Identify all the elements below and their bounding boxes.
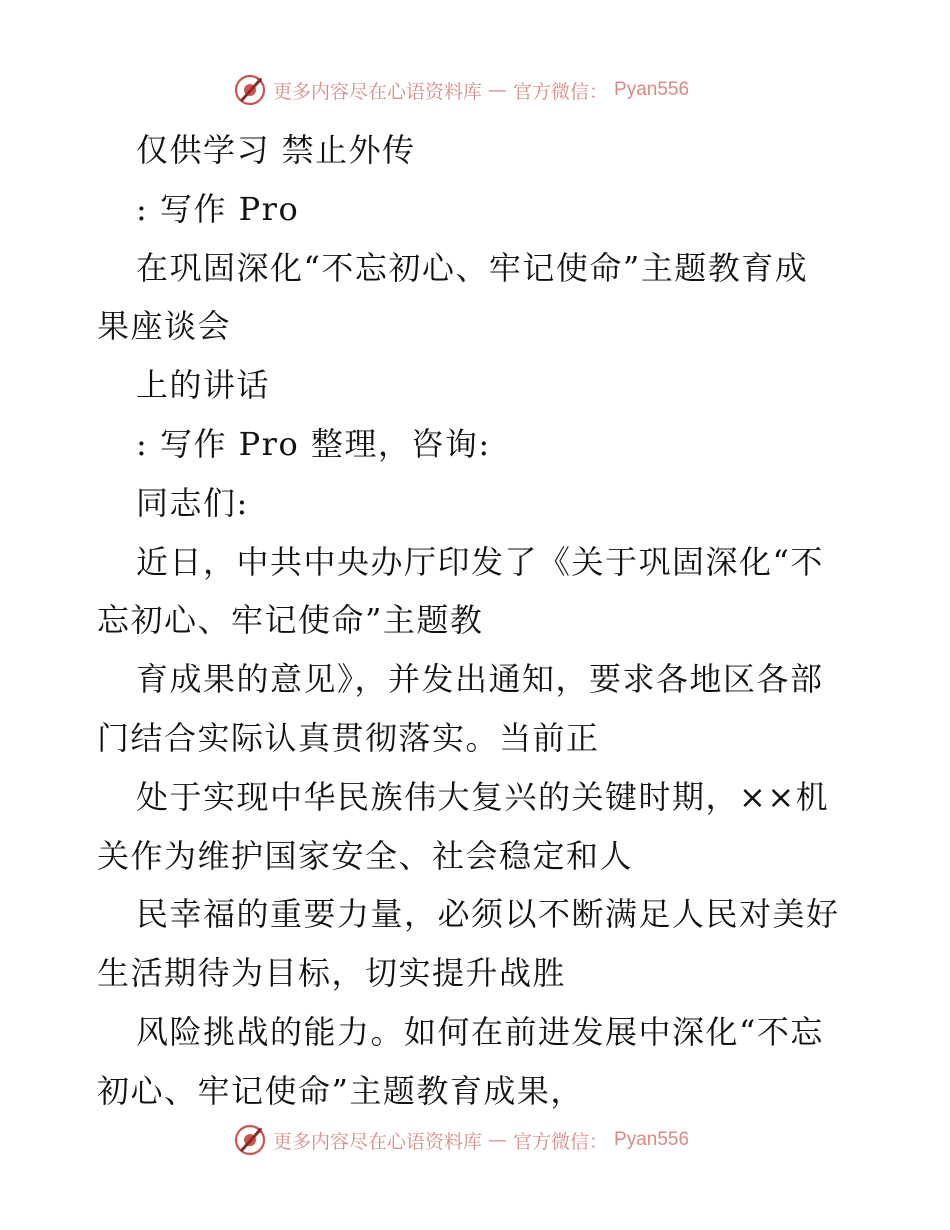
text-line-8: 近日，中共中央办厅印发了《关于巩固深化“不 xyxy=(136,542,824,581)
document-body xyxy=(97,121,857,1121)
brand-logo-icon xyxy=(233,73,267,107)
text-line-2: : 写作 Pro xyxy=(136,189,300,228)
text-line-16: 风险挑战的能力。如何在前进发展中深化“不忘 xyxy=(136,1012,824,1051)
header-separator: — xyxy=(488,79,508,101)
text-line-17: 初心、牢记使命”主题教育成果， xyxy=(97,1071,584,1110)
footer-wechat-id: Pyan556 xyxy=(614,1129,690,1150)
text-line-1: 仅供学习 禁止外传 xyxy=(136,131,416,169)
text-line-6: : 写作 Pro 整理，咨询: xyxy=(136,424,491,463)
footer-site-text: 更多内容尽在心语资料库 xyxy=(273,1130,483,1153)
text-line-11: 门结合实际认真贯彻落实。当前正 xyxy=(97,718,600,757)
text-line-3: 在巩固深化“不忘初心、牢记使命”主题教育成 xyxy=(136,248,809,287)
text-line-12: 处于实现中华民族伟大复兴的关键时期，××机 xyxy=(136,777,830,816)
brand-logo-icon xyxy=(233,1123,267,1157)
text-line-4: 果座谈会 xyxy=(97,307,232,346)
text-line-15: 生活期待为目标，切实提升战胜 xyxy=(97,954,567,993)
header-watermark-banner xyxy=(233,70,713,110)
text-line-13: 关作为维护国家安全、社会稳定和人 xyxy=(97,836,634,875)
header-wechat-label: 官方微信： xyxy=(513,80,609,103)
text-line-7: 同志们: xyxy=(136,483,249,522)
header-wechat-id: Pyan556 xyxy=(614,79,690,100)
footer-watermark-banner xyxy=(233,1120,713,1160)
text-line-5: 上的讲话 xyxy=(136,366,271,405)
text-line-14: 民幸福的重要力量，必须以不断满足人民对美好 xyxy=(136,895,840,934)
header-site-text: 更多内容尽在心语资料库 xyxy=(273,80,483,103)
footer-separator: — xyxy=(488,1129,508,1151)
text-line-9: 忘初心、牢记使命”主题教 xyxy=(97,601,484,640)
footer-wechat-label: 官方微信： xyxy=(513,1130,609,1153)
text-line-10: 育成果的意见》，并发出通知，要求各地区各部 xyxy=(136,660,824,699)
